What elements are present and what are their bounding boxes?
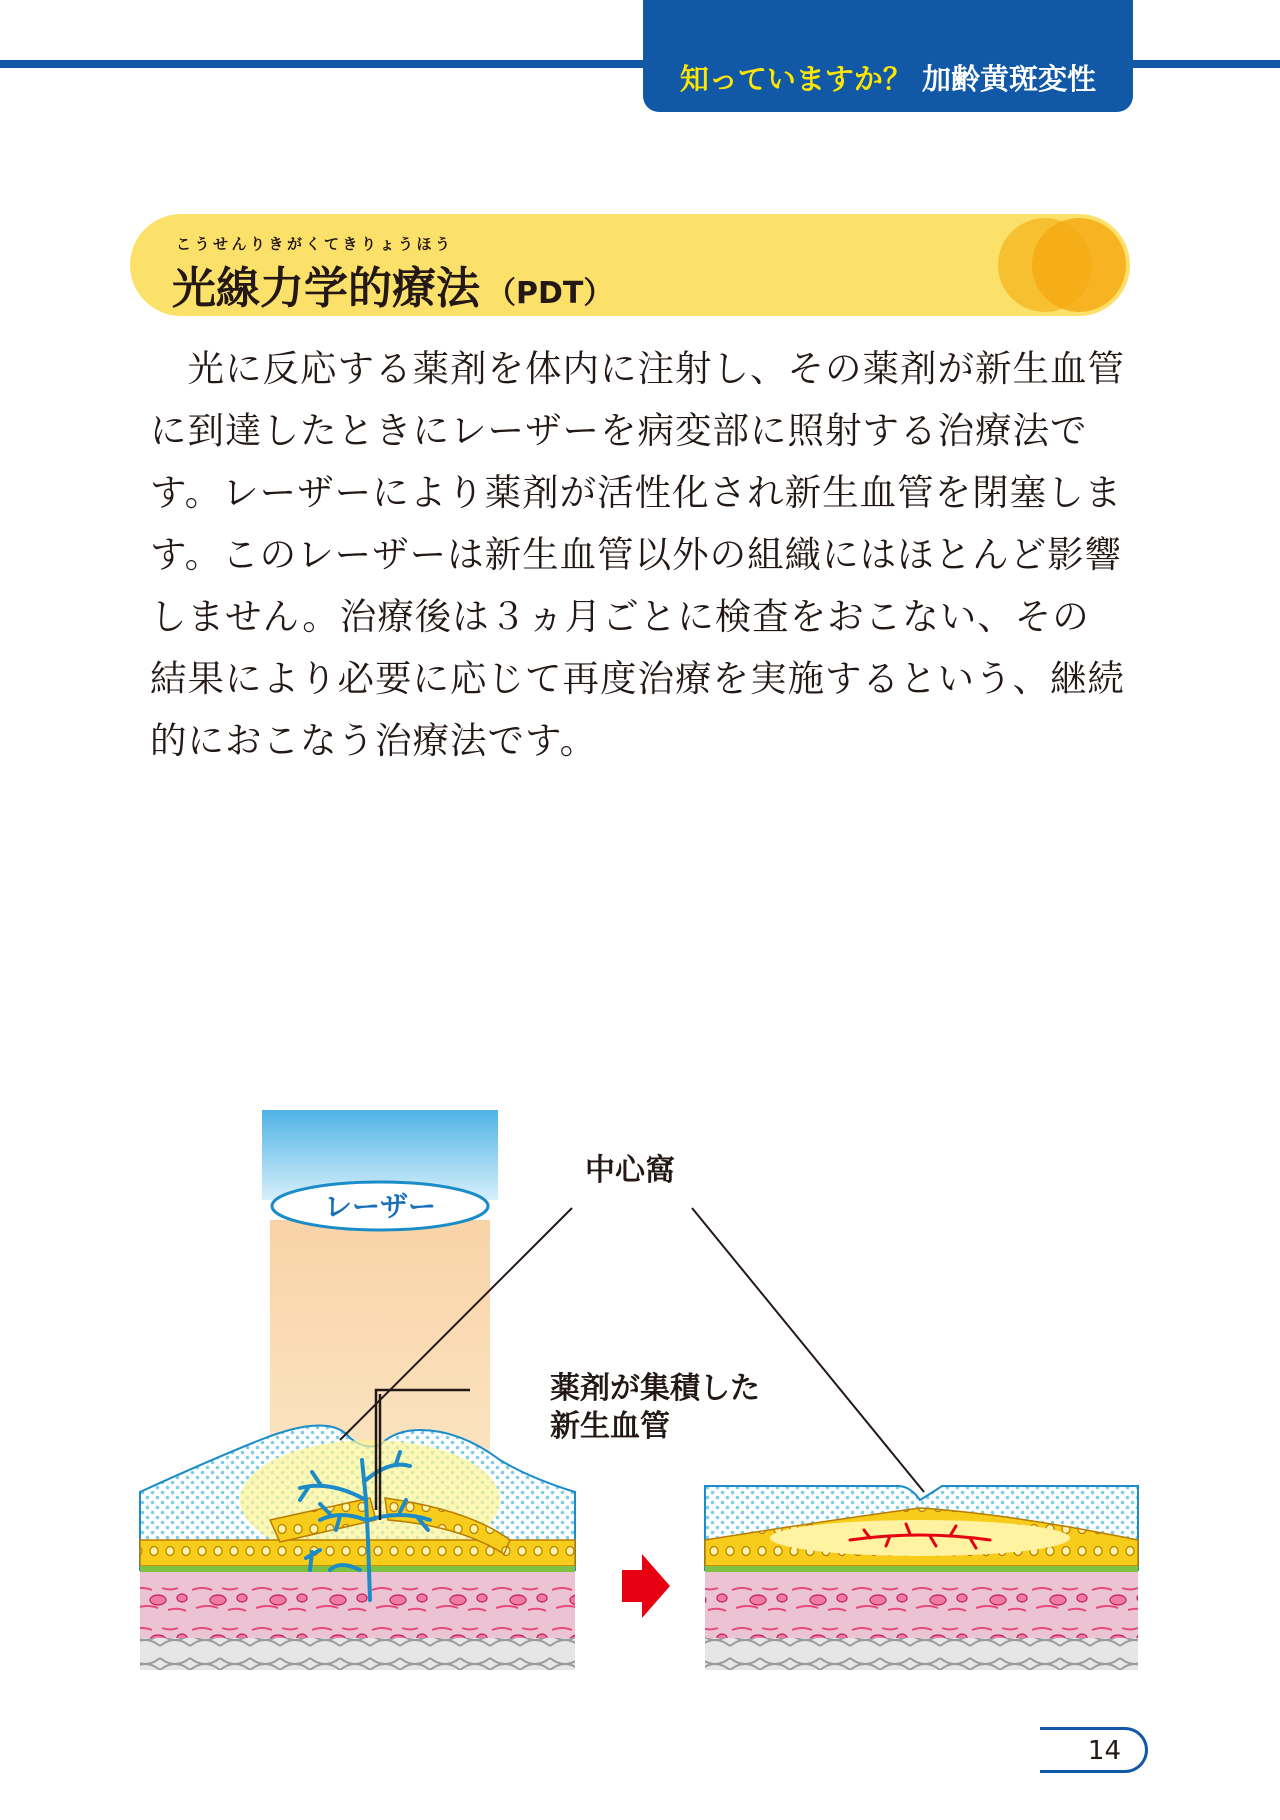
page-number-box bbox=[1040, 1727, 1148, 1773]
retina-after-group bbox=[705, 1486, 1138, 1670]
section-title-main: 光線力学的療法 bbox=[172, 263, 480, 314]
page-number: 14 bbox=[1087, 1736, 1121, 1766]
header-title-main: 加齢黄斑変性 bbox=[922, 62, 1097, 96]
header-title bbox=[643, 57, 1133, 98]
header-tab bbox=[643, 0, 1133, 112]
pdt-illustration bbox=[130, 1100, 1150, 1680]
body-line: 的におこなう治療法です。 bbox=[150, 719, 598, 762]
body-line: 光に反応する薬剤を体内に注射し、その薬剤が新生血管 bbox=[150, 347, 1125, 390]
section-title-sub: （PDT） bbox=[486, 276, 614, 311]
body-line: に到達したときにレーザーを病変部に照射する治療法で bbox=[150, 409, 1088, 452]
banner-circle-right bbox=[1032, 218, 1126, 312]
retina-before-group bbox=[140, 1110, 575, 1670]
bruchs-membrane-after bbox=[705, 1566, 1138, 1572]
fovea-label: 中心窩 bbox=[585, 1154, 675, 1187]
body-paragraph bbox=[150, 338, 1140, 772]
body-line: しません。治療後は３ヵ月ごとに検査をおこない、その bbox=[150, 595, 1090, 638]
choroid-layer bbox=[140, 1572, 575, 1638]
body-line: 結果により必要に応じて再度治療を実施するという、継続 bbox=[150, 657, 1125, 700]
sclera-layer-after bbox=[705, 1638, 1138, 1670]
header-title-highlight: 知っていますか？ bbox=[679, 62, 912, 96]
sclera-layer bbox=[140, 1638, 575, 1670]
body-line: す。このレーザーは新生血管以外の組織にはほとんど影響 bbox=[150, 533, 1123, 576]
transition-arrow bbox=[622, 1554, 670, 1618]
laser-label: レーザー bbox=[323, 1191, 437, 1222]
rpe-layer bbox=[140, 1540, 575, 1566]
section-title-ruby: こうせんりきがくてきりょうほう bbox=[176, 235, 454, 253]
choroid-layer-after bbox=[705, 1572, 1138, 1638]
section-title bbox=[172, 252, 613, 316]
vessel-label-line2: 新生血管 bbox=[550, 1410, 670, 1443]
vessel-label-line1: 薬剤が集積した bbox=[550, 1372, 760, 1405]
body-line: す。レーザーにより薬剤が活性化され新生血管を閉塞しま bbox=[150, 471, 1123, 514]
inner-yellow bbox=[770, 1520, 1070, 1556]
